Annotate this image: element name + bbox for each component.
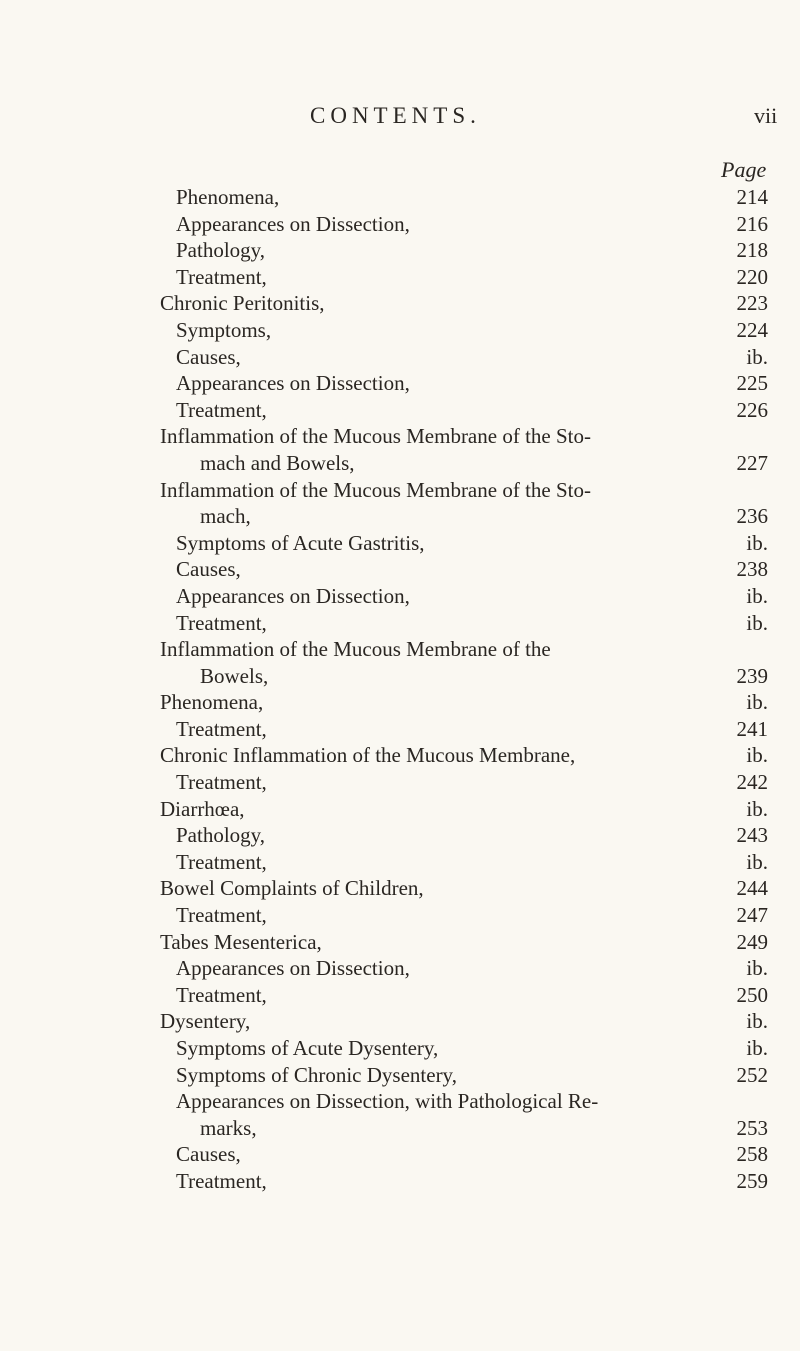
contents-entry	[0, 290, 800, 317]
entry-label: Phenomena,	[176, 185, 280, 209]
contents-entry	[0, 875, 800, 902]
contents-entry	[0, 610, 800, 637]
contents-entry	[0, 237, 800, 264]
entry-page: ib.	[746, 344, 768, 369]
contents-entry	[0, 530, 800, 557]
entry-page: 250	[736, 982, 768, 1007]
entry-label: Chronic Peritonitis,	[160, 291, 325, 316]
entry-page: 259	[736, 1168, 768, 1193]
page-header	[0, 103, 800, 143]
contents-entry	[0, 583, 800, 610]
contents-entry	[0, 211, 800, 238]
entry-label: Dysentery,	[160, 1009, 251, 1034]
contents-entry	[0, 929, 800, 956]
contents-entry	[0, 1035, 800, 1062]
entry-page: ib.	[746, 1036, 768, 1060]
entry-page: 214	[736, 185, 768, 209]
entry-label: Treatment,	[176, 982, 267, 1007]
contents-entry	[0, 1168, 800, 1195]
contents-entry	[0, 902, 800, 929]
contents-entry	[0, 556, 800, 583]
entry-label: Bowel Complaints of Children,	[160, 876, 424, 901]
contents-entry	[0, 822, 800, 849]
contents-entry	[0, 689, 800, 716]
entry-page: 249	[736, 929, 768, 954]
entry-page: 242	[736, 770, 768, 795]
contents-entry	[0, 1115, 800, 1142]
entry-label: Causes,	[176, 1142, 241, 1167]
entry-label: Phenomena,	[160, 690, 264, 715]
contents-entry	[0, 344, 800, 371]
page-column-label: Page	[721, 157, 767, 182]
entry-page: 258	[736, 1142, 768, 1167]
entry-page: 225	[736, 371, 768, 396]
contents-entry	[0, 982, 800, 1009]
contents-entry	[0, 370, 800, 397]
entry-page: ib.	[746, 1009, 768, 1034]
contents-list	[0, 184, 800, 1195]
entry-page: 236	[736, 504, 768, 529]
entry-page: 253	[736, 1115, 768, 1140]
entry-page: ib.	[746, 583, 768, 608]
entry-page: ib.	[746, 796, 768, 821]
contents-entry	[0, 769, 800, 796]
contents-entry	[0, 742, 800, 769]
entry-label: Symptoms,	[176, 317, 272, 342]
entry-label: mach and Bowels,	[200, 450, 355, 475]
entry-page: ib.	[746, 530, 768, 555]
entry-label: Appearances on Dissection,	[176, 211, 410, 236]
entry-label: Treatment,	[176, 849, 267, 874]
entry-page: 243	[736, 823, 768, 848]
entry-page: 223	[736, 291, 768, 316]
entry-page: 244	[736, 876, 768, 901]
entry-page: ib.	[746, 956, 768, 981]
entry-label: Treatment,	[176, 397, 267, 422]
entry-label: Treatment,	[176, 716, 267, 741]
contents-entry	[0, 636, 800, 663]
contents-entry	[0, 1141, 800, 1168]
entry-page: 241	[736, 716, 768, 741]
entry-label: Bowels,	[200, 663, 269, 688]
contents-entry	[0, 184, 800, 211]
entry-label: Inflammation of the Mucous Membrane of the	[160, 637, 551, 662]
entry-label: Symptoms of Chronic Dysentery,	[176, 1062, 457, 1087]
entry-label: Chronic Inflammation of the Mucous Membrane,	[160, 743, 576, 768]
entry-label: Appearances on Dissection,	[176, 371, 410, 396]
entry-label: marks,	[200, 1115, 257, 1140]
contents-entry	[0, 317, 800, 344]
contents-entry	[0, 716, 800, 743]
contents-entry	[0, 264, 800, 291]
contents-entry	[0, 477, 800, 504]
entry-label: Diarrhœa,	[160, 796, 245, 821]
entry-label: Appearances on Dissection,	[176, 583, 410, 608]
entry-page: ib.	[746, 849, 768, 874]
entry-page: 218	[736, 238, 768, 263]
entry-page: 220	[736, 264, 768, 289]
entry-label: Pathology,	[176, 823, 266, 848]
entry-label: Inflammation of the Mucous Membrane of the Sto-	[160, 477, 591, 502]
entry-label: Treatment,	[176, 903, 267, 928]
entry-label: Inflammation of the Mucous Membrane of the Sto-	[160, 424, 591, 449]
entry-label: Symptoms of Acute Gastritis,	[176, 530, 425, 555]
entry-page: ib.	[746, 610, 768, 635]
entry-label: Appearances on Dissection,	[176, 956, 410, 981]
entry-page: 239	[736, 663, 768, 688]
running-title: CONTENTS.	[310, 103, 481, 128]
entry-page: 252	[736, 1062, 768, 1087]
entry-page: ib.	[746, 690, 768, 715]
entry-page: 247	[736, 903, 768, 928]
contents-entry	[0, 1088, 800, 1115]
entry-label: Treatment,	[176, 610, 267, 635]
entry-label: Treatment,	[176, 770, 267, 795]
page-folio: vii	[754, 103, 778, 128]
contents-entry	[0, 849, 800, 876]
entry-page: 224	[736, 317, 768, 342]
entry-label: Treatment,	[176, 1168, 267, 1193]
contents-entry	[0, 1062, 800, 1089]
entry-label: Pathology,	[176, 238, 266, 263]
contents-entry	[0, 955, 800, 982]
entry-label: Causes,	[176, 344, 241, 369]
contents-entry	[0, 663, 800, 690]
entry-page: 238	[736, 557, 768, 582]
contents-entry	[0, 1008, 800, 1035]
contents-entry	[0, 503, 800, 530]
contents-entry	[0, 423, 800, 450]
entry-page: ib.	[746, 743, 768, 768]
entry-label: mach,	[200, 504, 251, 529]
entry-label: Appearances on Dissection, with Pathological Re-	[176, 1089, 599, 1114]
contents-entry	[0, 450, 800, 477]
entry-label: Treatment,	[176, 264, 267, 289]
entry-label: Causes,	[176, 557, 241, 582]
entry-label: Symptoms of Acute Dysentery,	[176, 1036, 439, 1060]
entry-page: 216	[736, 211, 768, 236]
entry-label: Tabes Mesenterica,	[160, 929, 322, 954]
contents-entry	[0, 397, 800, 424]
entry-page: 227	[736, 450, 768, 475]
entry-page: 226	[736, 397, 768, 422]
contents-entry	[0, 796, 800, 823]
